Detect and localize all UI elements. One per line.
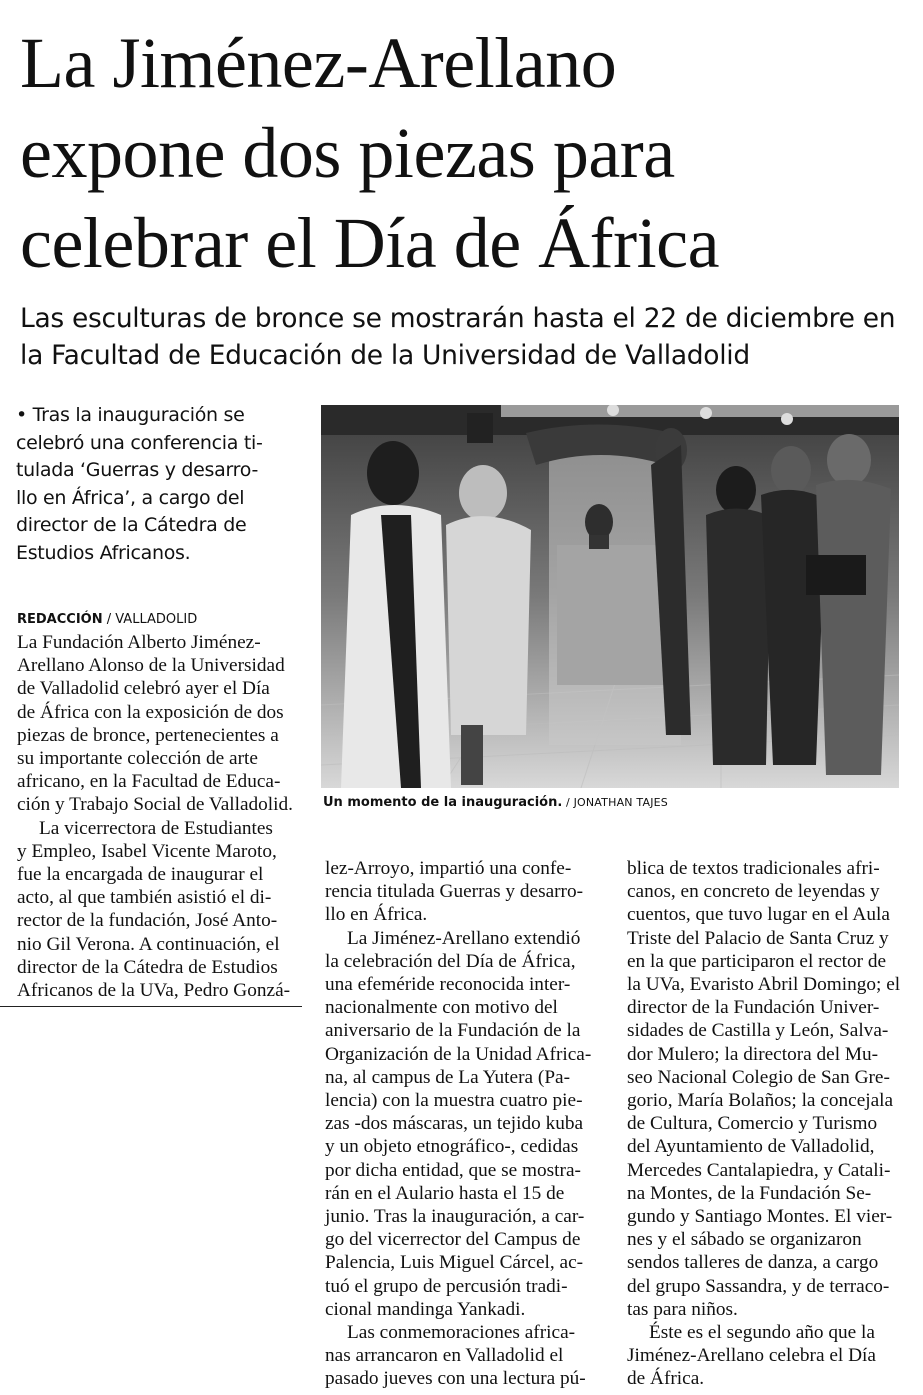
body-text-line: Éste es el segundo año que la — [649, 1322, 875, 1344]
body-text-line: en la que participaron el rector de — [627, 950, 887, 972]
body-text-line: La vicerrectora de Estudiantes — [39, 817, 273, 839]
body-text-line: ción y Trabajo Social de Valladolid. — [17, 794, 293, 816]
body-text-line: sidades de Castilla y León, Salva- — [627, 1020, 889, 1042]
body-text-line: Mercedes Cantalapiedra, y Catali- — [627, 1159, 891, 1181]
body-text-line: go del vicerrector del Campus de — [325, 1229, 581, 1251]
body-text-line: pasado jueves con una lectura pú- — [325, 1368, 586, 1390]
body-column-3 — [627, 857, 912, 1391]
body-text-line: africano, en la Facultad de Educa- — [17, 771, 281, 793]
subheadline-line: Las esculturas de bronce se mostrarán hasta el 22 de diciembre en — [20, 303, 896, 334]
body-text-line: na, al campus de La Yutera (Pa- — [325, 1066, 571, 1088]
byline-org: REDACCIÓN — [17, 612, 103, 627]
body-text-line: dor Mulero; la directora del Mu- — [627, 1043, 879, 1065]
body-text-line: fue la encargada de inaugurar el — [17, 864, 264, 886]
body-text-line: la celebración del Día de África, — [325, 950, 576, 972]
highlight-line: director de la Cátedra de — [16, 514, 247, 536]
body-text-line: gorio, María Bolaños; la concejala — [627, 1090, 894, 1112]
body-text-line: canos, en concreto de leyendas y — [627, 881, 880, 903]
body-text-line: blica de textos tradicionales afri- — [627, 858, 880, 879]
body-text-line: na Montes, de la Fundación Se- — [627, 1182, 872, 1204]
body-text-line: Arellano Alonso de la Universidad — [17, 655, 285, 677]
photo-credit: / JONATHAN TAJES — [562, 796, 668, 809]
body-text-line: y Empleo, Isabel Vicente Maroto, — [17, 840, 277, 862]
highlight-line: • Tras la inauguración se — [16, 404, 245, 426]
byline-place: VALLADOLID — [115, 612, 198, 627]
highlight-line: Estudios Africanos. — [16, 541, 191, 564]
body-text-line: Africanos de la UVa, Pedro Gonzá- — [17, 980, 291, 1002]
body-text-line: Jiménez-Arellano celebra el Día — [627, 1345, 876, 1367]
body-text-line: piezas de bronce, pertenecientes a — [17, 724, 279, 746]
headline — [20, 18, 900, 288]
body-text-line: nacionalmente con motivo del — [325, 997, 558, 1019]
body-text-line: La Fundación Alberto Jiménez- — [17, 632, 261, 653]
body-text-line: de Cultura, Comercio y Turismo — [627, 1113, 878, 1135]
headline-line: La Jiménez-Arellano — [20, 23, 617, 103]
news-photo — [321, 405, 899, 788]
body-column-1 — [17, 631, 307, 1002]
body-text-line: sendos talleres de danza, a cargo — [627, 1252, 879, 1274]
body-text-line: del grupo Sassandra, y de terraco- — [627, 1275, 890, 1297]
headline-line: celebrar el Día de África — [20, 203, 720, 283]
body-text-line: gundo y Santiago Montes. El vier- — [627, 1206, 893, 1228]
body-text-line: rencia titulada Guerras y desarro- — [325, 881, 584, 903]
body-text-line: Las conmemoraciones africa- — [347, 1322, 576, 1344]
body-text-line: nes y el sábado se organizaron — [627, 1229, 862, 1251]
highlight-box — [16, 402, 306, 567]
body-text-line: una efeméride reconocida inter- — [325, 974, 571, 996]
body-text-line: director de la Fundación Univer- — [627, 997, 880, 1019]
photo-caption — [323, 795, 903, 810]
body-text-line: cional mandinga Yankadi. — [325, 1298, 526, 1320]
body-text-line: de África. — [627, 1368, 705, 1390]
column-end-rule — [0, 1006, 302, 1007]
highlight-line: celebró una conferencia ti- — [16, 431, 263, 454]
body-column-2 — [325, 857, 605, 1391]
body-text-line: y un objeto etnográfico-, cedidas — [325, 1136, 579, 1158]
body-text-line: seo Nacional Colegio de San Gre- — [627, 1066, 890, 1088]
body-text-line: nio Gil Verona. A continuación, el — [17, 933, 280, 955]
body-text-line: la UVa, Evaristo Abril Domingo; el — [627, 974, 901, 996]
body-text-line: llo en África. — [325, 904, 428, 926]
body-text-line: de Valladolid celebró ayer el Día — [17, 678, 270, 700]
body-text-line: por dicha entidad, que se mostra- — [325, 1159, 581, 1181]
highlight-line: tulada ‘Guerras y desarro- — [16, 459, 259, 481]
subheadline-line: la Facultad de Educación de la Universidad de Valladolid — [20, 340, 750, 371]
body-text-line: Palencia, Luis Miguel Cárcel, ac- — [325, 1252, 584, 1274]
body-text-line: Organización de la Unidad Africa- — [325, 1043, 592, 1065]
body-text-line: rán en el Aulario hasta el 15 de — [325, 1182, 565, 1204]
photo-illustration — [321, 405, 899, 788]
caption-text: Un momento de la inauguración. — [323, 795, 563, 810]
body-text-line: tuó el grupo de percusión tradi- — [325, 1275, 568, 1297]
highlight-line: llo en África’, a cargo del — [16, 486, 245, 509]
body-text-line: zas -dos máscaras, un tejido kuba — [325, 1113, 584, 1135]
body-text-line: aniversario de la Fundación de la — [325, 1020, 581, 1042]
byline — [17, 612, 197, 627]
body-text-line: tas para niños. — [627, 1298, 738, 1320]
byline-separator: / — [102, 612, 116, 627]
body-text-line: lencia) con la muestra cuatro pie- — [325, 1090, 583, 1112]
headline-line: expone dos piezas para — [20, 113, 675, 193]
body-text-line: de África con la exposición de dos — [17, 701, 284, 723]
body-text-line: director de la Cátedra de Estudios — [17, 956, 278, 978]
body-text-line: su importante colección de arte — [17, 748, 258, 770]
body-text-line: Triste del Palacio de Santa Cruz y — [627, 927, 889, 949]
body-text-line: cuentos, que tuvo lugar en el Aula — [627, 904, 890, 926]
body-text-line: del Ayuntamiento de Valladolid, — [627, 1136, 875, 1158]
body-text-line: acto, al que también asistió el di- — [17, 887, 272, 909]
body-text-line: junio. Tras la inauguración, a car- — [325, 1206, 585, 1228]
body-text-line: nas arrancaron en Valladolid el — [325, 1345, 564, 1367]
body-text-line: rector de la fundación, José Anto- — [17, 910, 278, 932]
subheadline — [20, 300, 910, 374]
body-text-line: lez-Arroyo, impartió una confe- — [325, 858, 572, 879]
body-text-line: La Jiménez-Arellano extendió — [347, 927, 581, 949]
